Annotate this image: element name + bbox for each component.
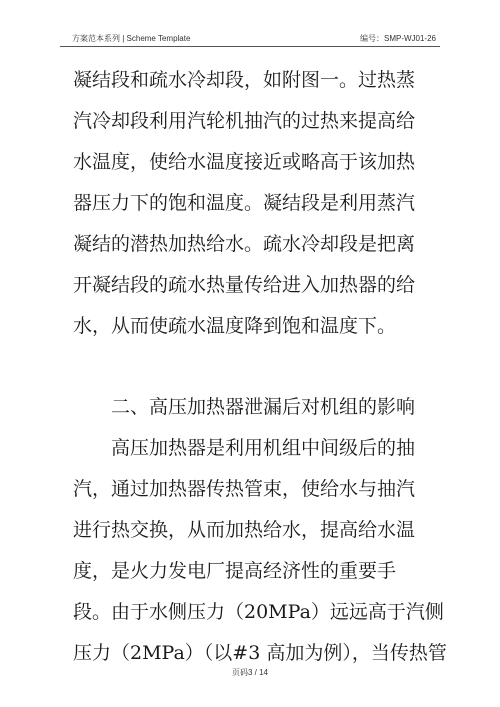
paragraph-line: 开凝结段的疏水热量传给进入加热器的给	[73, 274, 416, 296]
paragraph-line: 水温度，使给水温度接近或略高于该加热	[73, 151, 416, 173]
paragraph-line: 段。由于水侧压力（20MPa）远远高于汽侧	[73, 601, 444, 623]
paragraph-line: 凝结段和疏水冷却段，如附图一。过热蒸	[73, 69, 416, 91]
series-name: 方案范本系列	[72, 34, 120, 43]
template-name: Scheme Template	[126, 34, 191, 43]
paragraph-line: 水，从而使疏水温度降到饱和温度下。	[73, 315, 397, 337]
paragraph-line: 凝结的潜热加热给水。疏水冷却段是把离	[73, 233, 416, 255]
paragraph-line: 器压力下的饱和温度。凝结段是利用蒸汽	[73, 192, 416, 214]
doc-number: 编号：SMP-WJ01-26	[359, 34, 436, 43]
paragraph-line: 汽冷却段利用汽轮机抽汽的过热来提高给	[73, 110, 416, 132]
paragraph-line: 压力（2MPa）（以#3 高加为例），当传热管	[73, 642, 447, 664]
paragraph-line: 度，是火力发电厂提高经济性的重要手	[73, 560, 397, 582]
paragraph-line: 汽，通过加热器传热管束，使给水与抽汽	[73, 478, 416, 500]
paragraph-line: 进行热交换，从而加热给水，提高给水温	[73, 519, 416, 541]
page-number: 页码3 / 14	[231, 668, 268, 677]
page-header	[60, 30, 440, 47]
paragraph-line: 高压加热器是利用机组中间级后的抽	[111, 437, 416, 459]
header-series-label: 方案范本系列 | Scheme Template	[72, 34, 191, 43]
page-footer	[0, 667, 500, 678]
document-body	[73, 60, 447, 674]
section-heading: 二、高压加热器泄漏后对机组的影响	[111, 396, 416, 418]
paragraph-gap	[73, 347, 437, 387]
